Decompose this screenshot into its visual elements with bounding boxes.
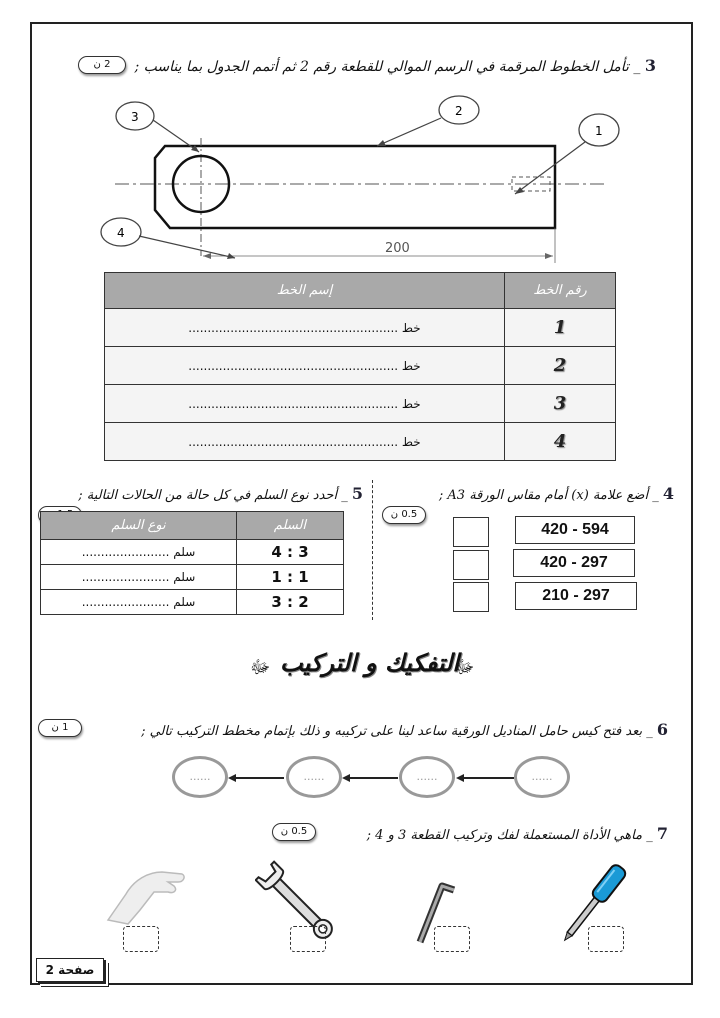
callout-1-label: 1 [595,124,603,138]
q3-question [135,56,656,75]
callout-3-label: 3 [131,110,139,124]
q7-question [367,824,668,843]
table-row [105,385,616,423]
chain-step-4[interactable]: ...... [172,756,228,798]
col-line-name: إسم الخط [105,273,505,309]
table-row [41,565,344,590]
table-row [105,309,616,347]
part-drawing [95,88,635,268]
scale-answer-1[interactable]: سلم ....................... [41,540,237,565]
q6-question [141,720,668,739]
line-number-4: 4 [505,423,616,461]
tool-answer-box-3[interactable] [434,926,470,952]
q6-points-badge: 1 ن [38,719,82,737]
chain-step-3[interactable]: ...... [286,756,342,798]
chain-step-2[interactable]: ...... [399,756,455,798]
col-scale: السلم [237,512,344,540]
q5-question [78,484,363,503]
q4-question [439,484,674,503]
scale-ratio-3: 3 : 2 [237,590,344,615]
scale-answer-3[interactable]: سلم ....................... [41,590,237,615]
q3-number: 3 [644,56,656,75]
checkbox-1[interactable] [453,517,489,547]
paper-option-2: 420 - 297 [513,549,635,577]
page-number-badge: صفحة 2 [36,958,104,982]
q3-points-badge: 2 ن [78,56,126,74]
scale-ratio-1: 4 : 3 [237,540,344,565]
q6-text: _ بعد فتح كيس حامل المناديل الورقية ساعد لينا على تركيبه و ذلك بإتمام مخطط التركيب تالي ; [141,724,653,739]
line-answer-1[interactable]: خط ....................................................... [105,309,505,347]
q7-text: _ ماهي الأداة المستعملة لفك وتركيب القطعة 3 و 4 ; [366,828,653,843]
dimension-text: 200 [385,241,410,256]
line-answer-3[interactable]: خط ....................................................... [105,385,505,423]
tool-answer-box-4[interactable] [588,926,624,952]
part-outline [155,146,555,228]
q4-points-badge: 0.5 ن [382,506,426,524]
lines-table [104,272,616,461]
checkbox-3[interactable] [453,582,489,612]
q6-number: 6 [656,720,668,739]
scale-ratio-2: 1 : 1 [237,565,344,590]
q5-number: 5 [351,484,363,503]
chain-arrows [226,770,518,786]
line-answer-2[interactable]: خط ....................................................... [105,347,505,385]
ornament-left-icon: ﷻ [250,657,271,678]
table-row [41,590,344,615]
checkbox-2[interactable] [453,550,489,580]
q4-number: 4 [662,484,674,503]
ornament-right-icon: ﷻ [454,657,475,678]
section-title: التفكيك و التركيب [280,648,460,677]
col-scale-type: نوع السلم [41,512,237,540]
q7-points-badge: 0.5 ن [272,823,316,841]
line-answer-4[interactable]: خط ....................................................... [105,423,505,461]
scale-answer-2[interactable]: سلم ....................... [41,565,237,590]
table-row [105,347,616,385]
column-divider [372,480,373,620]
paper-option-1: 420 - 594 [515,516,635,544]
scale-table [40,511,344,615]
hand-icon [104,864,190,926]
q7-number: 7 [656,824,668,843]
tool-answer-box-2[interactable] [290,926,326,952]
line-number-2: 2 [505,347,616,385]
line-number-1: 1 [505,309,616,347]
col-line-number: رقم الخط [505,273,616,309]
tool-answer-box-1[interactable] [123,926,159,952]
table-row [41,540,344,565]
line-number-3: 3 [505,385,616,423]
q5-text: _ أحدد نوع السلم في كل حالة من الحالات التالية ; [78,488,348,503]
table-row [105,423,616,461]
chain-step-1[interactable]: ...... [514,756,570,798]
callout-2-label: 2 [455,104,463,118]
q4-text: _ أضع علامة (x) أمام مقاس الورقة A3 ; [438,488,659,503]
paper-option-3: 210 - 297 [515,582,637,610]
q3-text: _ تأمل الخطوط المرقمة في الرسم الموالي للقطعة رقم 2 ثم أتمم الجدول بما يناسب ; [134,59,641,75]
callout-4-label: 4 [117,226,125,240]
